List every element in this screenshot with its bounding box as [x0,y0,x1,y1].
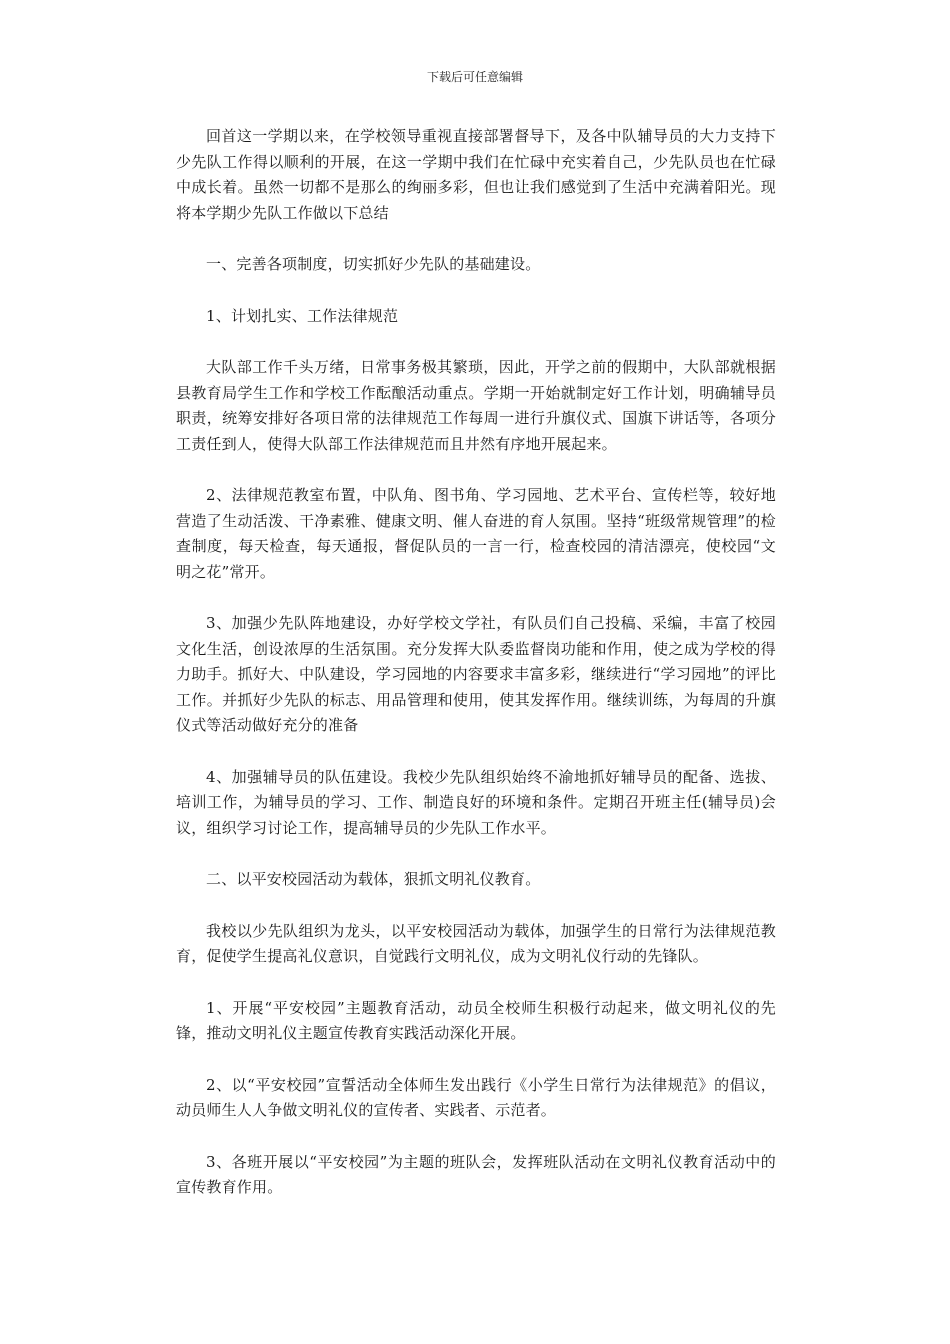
paragraph: 3、加强少先队阵地建设，办好学校文学社，有队员们自己投稿、采编，丰富了校园文化生活，创设浓厚的生活氛围。充分发挥大队委监督岗功能和作用，使之成为学校的得力助手。抓好大、中队建设，学习园地的内容要求丰富多彩，继续进行“学习园地”的评比工作。并抓好少先队的标志、用品管理和使用，使其发挥作用。继续训练，为每周的升旗仪式等活动做好充分的准备 [176,614,776,734]
paragraph: 4、加强辅导员的队伍建设。我校少先队组织始终不渝地抓好辅导员的配备、选拔、培训工作，为辅导员的学习、工作、制造良好的环境和条件。定期召开班主任(辅导员)会议，组织学习讨论工作，提高辅导员的少先队工作水平。 [176,767,776,837]
page-header: 下载后可任意编辑 [426,70,523,84]
paragraph: 我校以少先队组织为龙头，以平安校园活动为载体，加强学生的日常行为法律规范教育，促使学生提高礼仪意识，自觉践行文明礼仪，成为文明礼仪行动的先锋队。 [176,921,776,965]
paragraph-intro: 回首这一学期以来，在学校领导重视直接部署督导下，及各中队辅导员的大力支持下少先队工作得以顺利的开展，在这一学期中我们在忙碌中充实着自己，少先队员也在忙碌中成长着。虽然一切都不是那么的绚丽多彩，但也让我们感觉到了生活中充满着阳光。现将本学期少先队工作做以下总结 [176,127,776,222]
section-heading-1: 一、完善各项制度，切实抓好少先队的基础建设。 [206,255,541,273]
paragraph: 2、法律规范教室布置，中队角、图书角、学习园地、艺术平台、宣传栏等，较好地营造了生动活泼、干净素雅、健康文明、催人奋进的育人氛围。坚持“班级常规管理”的检查制度，每天检查，每天通报，督促队员的一言一行，检查校园的清洁漂亮，使校园“文明之花”常开。 [176,486,776,581]
subheading-1-1: 1、计划扎实、工作法律规范 [206,306,399,325]
paragraph: 3、各班开展以“平安校园”为主题的班队会，发挥班队活动在文明礼仪教育活动中的宣传教育作用。 [176,1152,776,1196]
document-body [176,124,776,1227]
paragraph: 大队部工作千头万绪，日常事务极其繁琐，因此，开学之前的假期中，大队部就根据县教育局学生工作和学校工作酝酿活动重点。学期一开始就制定好工作计划，明确辅导员职责，统筹安排好各项日常的法律规范工作每周一进行升旗仪式、国旗下讲话等，各项分工责任到人，使得大队部工作法律规范而且井然有序地开展起来。 [176,358,776,453]
paragraph: 1、开展“平安校园”主题教育活动，动员全校师生积极行动起来，做文明礼仪的先锋，推动文明礼仪主题宣传教育实践活动深化开展。 [176,998,776,1042]
section-heading-2: 二、以平安校园活动为载体，狠抓文明礼仪教育。 [206,870,541,888]
paragraph: 2、以“平安校园”宣誓活动全体师生发出践行《小学生日常行为法律规范》的倡议，动员师生人人争做文明礼仪的宣传者、实践者、示范者。 [176,1075,776,1119]
